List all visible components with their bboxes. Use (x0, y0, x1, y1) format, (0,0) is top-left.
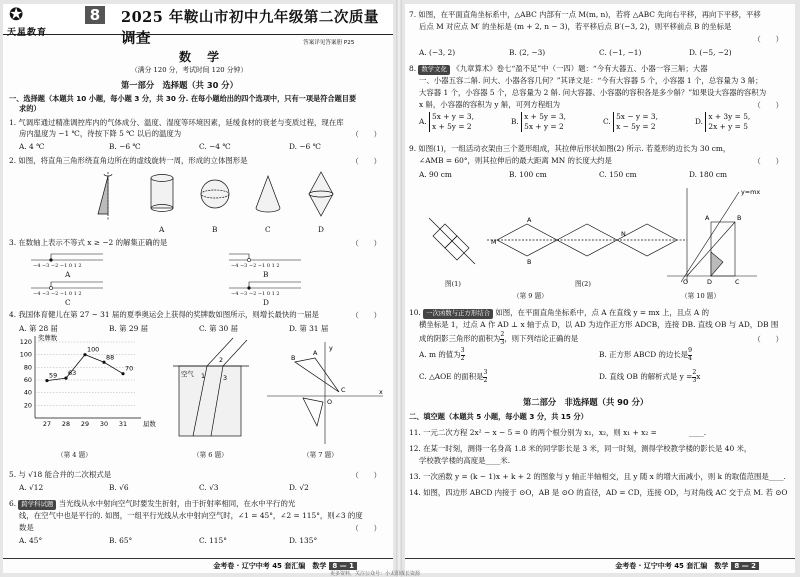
part1-title: 第一部分 选择题（共 30 分） (121, 80, 238, 90)
right-footer (405, 558, 795, 573)
q7-caption: （第 7 题） (303, 451, 338, 459)
q5-option-d[interactable]: D. √2 (289, 483, 309, 492)
svg-text:1: 1 (201, 372, 206, 380)
q5-option-c[interactable]: C. √3 (199, 483, 219, 492)
q10-option-den: 3 (692, 376, 697, 384)
q8-badge: 数学文化 (418, 65, 450, 75)
q8-option-eq2: 2x + y = 5 (708, 122, 748, 131)
svg-text:B: B (737, 214, 742, 222)
right-page (405, 4, 795, 573)
q9-option-a[interactable]: A. 90 cm (419, 170, 452, 179)
svg-text:A: A (313, 349, 318, 357)
q8-option-eq1: 5x + y = 3, (432, 112, 474, 121)
q4-answer-slot[interactable]: （ ） (351, 311, 381, 320)
q1-option-b[interactable]: B. −6 ℃ (109, 142, 141, 151)
q9-text: 9. 如图(1)，一组活动衣架由三个菱形组成，其拉伸后形状如图(2) 所示. 若菱形的边长为 30 cm， (409, 144, 731, 153)
svg-text:3: 3 (223, 374, 228, 382)
q4-x-tick-label: 28 (61, 420, 71, 428)
q8-option-d[interactable] (695, 112, 750, 132)
q4-x-tick-label: 31 (118, 420, 128, 428)
q3-ticks-b: −4 −3 −2 −1 0 1 2 (231, 263, 280, 269)
q4-y-tick-label: 80 (23, 363, 32, 372)
q2-option-a[interactable]: A (159, 225, 165, 234)
q9-option-b[interactable]: B. 100 cm (509, 170, 547, 179)
q4-data-label: 59 (49, 371, 58, 380)
q5-answer-slot[interactable]: （ ） (351, 471, 381, 480)
q10-option-b[interactable] (599, 348, 692, 362)
q4-option-b[interactable]: B. 第 29 届 (109, 324, 149, 333)
q10-text-cont: 横坐标是 1，过点 A 作 AD ⊥ x 轴于点 D，以 AD 为边作正方形 ADCB，连接 DB. 直线 OB 与 AD，DB 围 (419, 320, 779, 329)
q8-text-cont: 一、小器五容二斛. 问大、小器各容几何？”其译文是：“今有大容器 5 个，小容器 1 个，总容量为 3 斛； (419, 76, 763, 85)
q7-text: 7. 如图，在平面直角坐标系中，△ABC 内部有一点 M(m, n)，若将 △ABC 先向右平移，再向下平移，平移 (409, 10, 761, 19)
q1-option-c[interactable]: C. −4 ℃ (199, 142, 231, 151)
q10-text-line3b: ，则下列结论正确的是 (504, 334, 579, 344)
page-gutter (396, 0, 402, 577)
q2-sphere (201, 180, 229, 208)
svg-text:y: y (329, 344, 333, 352)
q6-badge: 跨学科试题 (18, 500, 56, 510)
q10-option-text: B. 正方形 ABCD 的边长是 (599, 350, 689, 360)
q10-option-fraction (483, 370, 487, 384)
q10-option-suffix: x (696, 372, 701, 382)
fill-in-instructions: 二、填空题（本题共 5 小题，每小题 3 分，共 15 分） (409, 412, 588, 421)
q8-option-c[interactable] (603, 112, 658, 132)
subject-title: 数 学 (179, 50, 226, 64)
q10-badge: 一次函数与正方形结合 (423, 309, 493, 319)
q10-option-c[interactable] (419, 370, 487, 384)
q6-text-cont2: 数是 (19, 523, 34, 532)
q6-text-cont: 线，在空气中也是平行的. 如图，一组平行光线从水中射向空气时，∠1 = 45°，∠2 = 115°，则∠3 的度 (19, 511, 363, 520)
svg-text:M: M (491, 238, 497, 246)
q4-data-label: 88 (106, 353, 115, 362)
q4-option-c[interactable]: C. 第 30 届 (199, 324, 238, 333)
svg-text:N: N (621, 230, 626, 238)
q9-fig1-rhombi (429, 218, 475, 264)
svg-text:A: A (527, 216, 532, 224)
q4-option-a[interactable]: A. 第 28 届 (19, 324, 58, 333)
q8-text-cont2: 大容器 1 个，小容器 5 个，总容量为 2 斛. 问大容器、小容器的容积各是多少斛？”如果设大容器的容积为 (419, 88, 767, 97)
q8-option-system (429, 112, 474, 132)
q3-option-d[interactable]: D (263, 298, 269, 307)
q6-option-d[interactable]: D. 135° (289, 536, 318, 545)
left-footer-label: 金考卷 · 辽宁中考 45 套汇编 数学 (213, 562, 327, 570)
q14-text: 14. 如图，四边形 ABCD 内接于 ⊙O，AB 是 ⊙O 的直径，AD = CD，连接 OD，与对角线 AC 交于点 M. 若 ⊙O (409, 488, 788, 497)
q10-option-num: 3 (483, 369, 488, 376)
q6-caption: （第 6 题） (193, 451, 228, 459)
q3-answer-slot[interactable]: （ ） (351, 239, 381, 248)
q1-answer-slot[interactable]: （ ） (351, 130, 381, 139)
q8-option-eq1: 5x − y = 3, (616, 112, 658, 121)
svg-text:2: 2 (219, 356, 224, 364)
q4-data-label: 63 (68, 369, 77, 378)
q10-option-num: 9 (688, 347, 692, 354)
q8-option-b[interactable] (511, 112, 566, 132)
answer-reference: 答案详见答案册 P25 (303, 40, 355, 46)
q6-answer-slot[interactable]: （ ） (351, 524, 381, 533)
part1-instructions-cont: 求的） (19, 104, 41, 113)
q7-option-c[interactable]: C. (−1, −1) (599, 48, 642, 57)
exam-info: （满分 120 分，考试时间 120 分钟） (131, 66, 248, 74)
q2-answer-slot[interactable]: （ ） (351, 157, 381, 166)
q8-option-eq2: x − 5y = 2 (616, 122, 656, 131)
q9-fig2-rhombi (487, 224, 687, 256)
q8-option-eq1: x + 5y = 3, (524, 112, 567, 121)
left-page (3, 4, 393, 573)
q4-y-tick-label: 40 (23, 388, 32, 397)
q4-y-tick-label: 60 (23, 376, 32, 384)
q9-fig2-label: 图(2) (575, 280, 591, 288)
exam-title: 2025 年鞍山市初中九年级第二次质量调查 (121, 9, 379, 47)
q12-text-cont: 学校教学楼的高度是____米. (419, 456, 511, 465)
q10-option-a[interactable] (419, 348, 465, 362)
svg-text:B: B (527, 258, 532, 266)
q2-cylinder (151, 175, 173, 212)
svg-text:x: x (379, 388, 383, 396)
q2-cone (256, 176, 280, 212)
svg-text:D: D (707, 278, 712, 286)
right-page-number: 8 — 2 (731, 562, 759, 570)
q1-text: 1. 气调库通过精准调控库内的气体成分、温度、湿度等环境因素，延缓食材的衰老与变质过程，现在库 (9, 118, 344, 127)
q8-text: 8. 数学文化 《九章算术》卷七“盈不足”中（一四）题：“今有大器五、小器一容三斛；大器 (409, 64, 708, 73)
q10-caption: （第 10 题） (681, 292, 720, 300)
svg-text:C: C (341, 386, 346, 394)
q9-caption: （第 9 题） (513, 292, 548, 300)
q9-answer-slot[interactable]: （ ） (753, 157, 783, 166)
q8-text-line1: 《九章算术》卷七“盈不足”中（一四）题：“今有大器五、小器一容三斛；大器 (452, 64, 708, 73)
q4-y-tick-label: 120 (19, 338, 32, 346)
q4-data-label: 70 (125, 364, 134, 373)
q2-triangle-figure (98, 172, 112, 220)
q4-y-tick-label: 100 (19, 350, 32, 359)
q9-option-d[interactable]: D. 180 cm (689, 170, 727, 179)
q6-text-line1: 当光线从水中射向空气时要发生折射，由于折射率相同，在水中平行的光 (58, 499, 296, 508)
q9-fig1-label: 图(1) (445, 280, 461, 288)
q7-option-d[interactable]: D. (−5, −2) (689, 48, 732, 57)
svg-text:B: B (291, 354, 296, 362)
q8-option-system (705, 112, 750, 132)
q10-text: 10. 一次函数与正方形结合 如图，在平面直角坐标系中，点 A 在直线 y = mx 上，且点 A 的 (409, 308, 709, 317)
q10-option-num: 2 (692, 369, 697, 376)
q2-option-d[interactable]: D (318, 225, 324, 234)
svg-text:空气: 空气 (181, 370, 194, 378)
q8-option-eq2: 5x + y = 2 (524, 122, 564, 131)
right-footer-text (615, 561, 759, 571)
q4-y-tick-label: 20 (23, 401, 32, 410)
q6-option-c[interactable]: C. 115° (199, 536, 227, 545)
q3-option-c[interactable]: C (65, 298, 71, 307)
q10-text-cont2 (419, 332, 578, 346)
part1-instructions: 一、选择题（本题共 10 小题，每小题 3 分，共 30 分. 在每小题给出的四个选项中，只有一项是符合题目要 (9, 94, 357, 103)
q4-x-tick-label: 30 (99, 420, 109, 428)
q8-option-label: A. (419, 117, 427, 126)
q3-text: 3. 在数轴上表示不等式 x ≥ −2 的解集正确的是 (9, 238, 168, 247)
q4-medal-chart (13, 334, 156, 436)
q9-option-c[interactable]: C. 150 cm (599, 170, 637, 179)
q11-blank[interactable]: ____. (689, 428, 707, 437)
q5-option-a[interactable]: A. √12 (19, 483, 44, 492)
q8-option-system (613, 112, 658, 132)
q8-option-label: B. (511, 117, 519, 126)
q7-coordinate-figure (265, 340, 389, 446)
q8-option-label: D. (695, 117, 704, 126)
q4-x-tick-label: 27 (42, 420, 52, 428)
right-footer-label: 金考卷 · 辽宁中考 45 套汇编 数学 (615, 562, 729, 570)
q10-option-fraction (461, 348, 465, 362)
brand-logo-icon: ✪ (9, 5, 24, 25)
q2-option-c[interactable]: C (265, 225, 271, 234)
q1-option-a[interactable]: A. 4 ℃ (19, 142, 45, 151)
q6-option-a[interactable]: A. 45° (19, 536, 43, 545)
q6-option-b[interactable]: B. 65° (109, 536, 133, 545)
q4-text: 4. 我国体育健儿在第 27 ~ 31 届的夏季奥运会上获得的奖牌数如图所示，则增长最快的一届是 (9, 310, 319, 319)
q1-text-cont: 房内温度为 −1 ℃，待按下降 5 ℃ 以后的温度为 (19, 129, 182, 138)
q10-area-num: 2 (500, 331, 505, 338)
q3-ticks-a: −4 −3 −2 −1 0 1 2 (33, 263, 82, 269)
part2-title: 第二部分 非选择题（共 90 分） (523, 397, 649, 407)
q4-caption: （第 4 题） (57, 451, 92, 459)
q6-text: 6. 跨学科试题 当光线从水中射向空气时要发生折射，由于折射率相同，在水中平行的光 (9, 499, 296, 508)
q10-text-line3a: 成的阴影三角形的面积为 (419, 334, 501, 344)
q8-text-cont3: x 斛，小容器的容积为 y 斛，可列方程组为 (419, 100, 561, 109)
q7-answer-slot[interactable]: （ ） (753, 35, 783, 44)
q7-option-b[interactable]: B. (2, −3) (509, 48, 546, 57)
q8-answer-slot[interactable]: （ ） (753, 101, 783, 110)
q7-option-a[interactable]: A. (−3, 2) (419, 48, 456, 57)
q1-option-d[interactable]: D. −6 ℃ (289, 142, 321, 151)
q4-x-axis-label: 届数 (143, 420, 156, 428)
q4-y-axis-label: 奖牌数 (38, 334, 58, 342)
q8-option-eq1: x + 3y = 5, (708, 112, 751, 121)
q8-option-label: C. (603, 117, 611, 126)
q9-text-cont: ∠AMB = 60°，则其拉伸后的最大距离 MN 的长度大约是 (419, 156, 612, 165)
q3-ticks-d: −4 −3 −2 −1 0 1 2 (231, 291, 280, 297)
q4-option-d[interactable]: D. 第 31 届 (289, 324, 329, 333)
left-page-number: 8 — 1 (329, 562, 357, 570)
q7-text-cont: 后点 M 对应点 M′ 的坐标是 (m + 2, n − 3)，若平移后点 B′(−3, 2)，则平移前点 B 的坐标是 (419, 22, 732, 31)
q4-x-tick-label: 29 (80, 420, 90, 428)
q10-option-text: D. 直线 OB 的解析式是 y = (599, 372, 693, 382)
q10-option-den: 2 (460, 354, 465, 362)
q2-text: 2. 如图，将直角三角形绕直角边所在的虚线旋转一周，形成的立体图形是 (9, 156, 248, 165)
svg-text:O: O (683, 278, 689, 286)
q10-answer-slot[interactable]: （ ） (753, 335, 783, 344)
q3-option-a[interactable]: A (65, 270, 71, 279)
q10-option-den: 2 (483, 376, 488, 384)
q10-option-den: 4 (688, 354, 692, 362)
paper-number: 8 (85, 6, 105, 24)
q2-solids-figure (3, 164, 393, 224)
svg-text:y=mx: y=mx (741, 188, 761, 196)
promo-note: 更多资料，关注公众号：小太阳成长资源 (330, 571, 421, 577)
q10-option-text: C. △AOE 的面积是 (419, 372, 484, 382)
q10-option-fraction (688, 348, 692, 362)
q3-ticks-c: −4 −3 −2 −1 0 1 2 (33, 291, 82, 297)
q6-refraction-figure (163, 336, 263, 444)
q10-option-num: 3 (460, 347, 465, 354)
q5-option-b[interactable]: B. √6 (109, 483, 129, 492)
q5-text: 5. 与 √18 能合并的二次根式是 (9, 470, 112, 479)
q10-text-line1: 如图，在平面直角坐标系中，点 A 在直线 y = mx 上，且点 A 的 (495, 308, 709, 317)
q10-option-text: A. m 的值为 (419, 350, 461, 360)
brand-name: 天星教育 (7, 28, 48, 38)
q4-data-label: 100 (87, 345, 100, 354)
svg-text:O: O (327, 398, 333, 406)
q9-hanger-figure (405, 184, 795, 288)
q8-option-eq2: x + 5y = 2 (432, 122, 472, 131)
q2-double-cone (309, 172, 333, 216)
q10-area-den: 3 (500, 338, 505, 346)
q2-option-b[interactable]: B (212, 225, 218, 234)
q12-text: 12. 在某一时刻，测得一名身高 1.8 米的同学影长是 3 米，同一时刻，测得学校教学楼的影长是 40 米， (409, 444, 752, 453)
q8-option-a[interactable] (419, 112, 474, 132)
q10-square-figure (667, 188, 757, 282)
q8-option-system (521, 112, 566, 132)
q11-text: 11. 一元二次方程 2x² − x − 5 = 0 的两个根分别为 x₁，x₂，则 x₁ + x₂ = (409, 428, 657, 437)
q13-text: 13. 一次函数 y = (k − 1)x + k + 2 的图象与 y 轴正半轴相交，且 y 随 x 的增大而减小，则 k 的取值范围是____. (409, 472, 786, 481)
q3-option-b[interactable]: B (263, 270, 269, 279)
svg-text:C: C (735, 278, 740, 286)
q10-option-d[interactable] (599, 370, 700, 384)
svg-text:A: A (705, 214, 710, 222)
